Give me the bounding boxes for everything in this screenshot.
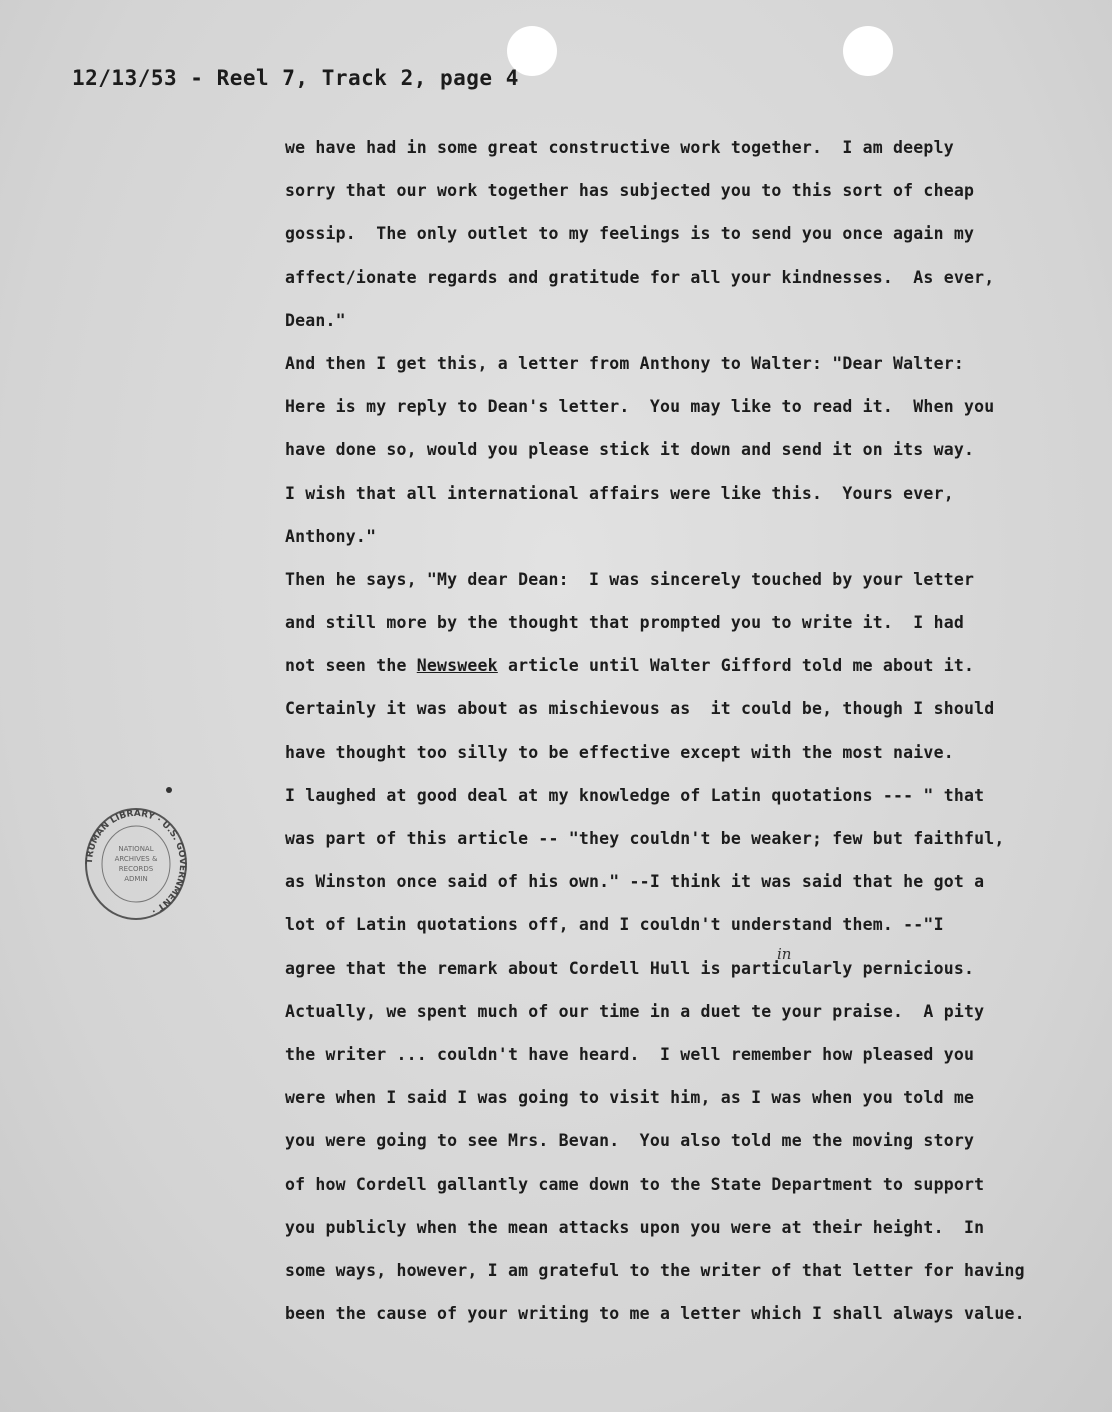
text-line: Dean.": [285, 310, 346, 330]
text-line: as Winston once said of his own." --I think it was said that he got a: [285, 872, 985, 892]
text-line: agree that the remark about Cordell Hull is particularly pernicious.: [285, 958, 975, 978]
text-line: lot of Latin quotations off, and I couldn't understand them. --"I: [285, 915, 944, 935]
text-line: have thought too silly to be effective except with the most naive.: [285, 742, 954, 762]
text-line: Certainly it was about as mischievous as it could be, though I should: [285, 699, 995, 719]
ink-dot: [166, 787, 172, 793]
text-line: was part of this article -- "they couldn't be weaker; few but faithful,: [285, 829, 1005, 848]
transcript-body: [285, 126, 1065, 1335]
text-line: Actually, we spent much of our time in a duet te your praise. A pity: [285, 1001, 985, 1021]
stamp-center-line: ARCHIVES &: [114, 855, 158, 863]
text-line: sorry that our work together has subjected you to this sort of cheap: [285, 181, 975, 201]
text-line: we have had in some great constructive work together. I am deeply: [285, 138, 954, 157]
truman-library-stamp: [82, 805, 190, 923]
text-line: some ways, however, I am grateful to the writer of that letter for having: [285, 1260, 1025, 1280]
text-line: I wish that all international affairs were like this. Yours ever,: [285, 483, 954, 503]
text-line: affect/ionate regards and gratitude for all your kindnesses. As ever,: [285, 267, 995, 287]
stamp-center-line: NATIONAL: [118, 845, 154, 853]
text-line: I laughed at good deal at my knowledge of Latin quotations --- " that: [285, 785, 985, 805]
handwritten-annotation-in: in: [777, 945, 792, 963]
text-line: Anthony.": [285, 526, 377, 546]
text-line: gossip. The only outlet to my feelings is to send you once again my: [285, 224, 975, 244]
text-line: been the cause of your writing to me a letter which I shall always value.: [285, 1304, 1025, 1324]
text-line: Then he says, "My dear Dean: I was sincerely touched by your letter: [285, 569, 975, 589]
text-line: you publicly when the mean attacks upon you were at their height. In: [285, 1217, 985, 1237]
stamp-center-line: ADMIN: [124, 875, 148, 883]
text-line: and still more by the thought that prompted you to write it. I had: [285, 613, 964, 633]
text-line: have done so, would you please stick it down and send it on its way.: [285, 440, 975, 460]
text-line: of how Cordell gallantly came down to the State Department to support: [285, 1174, 985, 1194]
stamp-center-line: RECORDS: [118, 865, 154, 873]
text-line: the writer ... couldn't have heard. I well remember how pleased you: [285, 1044, 975, 1064]
text-line: were when I said I was going to visit him, as I was when you told me: [285, 1088, 975, 1108]
text-line: not seen the Newsweek article until Walter Gifford told me about it.: [285, 656, 975, 676]
punch-hole-right: [843, 26, 893, 76]
text-line: Here is my reply to Dean's letter. You may like to read it. When you: [285, 397, 995, 417]
text-line: you were going to see Mrs. Bevan. You also told me the moving story: [285, 1131, 975, 1151]
stamp-ring-text: TRUMAN LIBRARY · U.S. GOVERNMENT ·: [84, 808, 188, 916]
text-line: And then I get this, a letter from Anthony to Walter: "Dear Walter:: [285, 353, 964, 373]
page-header: 12/13/53 - Reel 7, Track 2, page 4: [72, 66, 519, 90]
